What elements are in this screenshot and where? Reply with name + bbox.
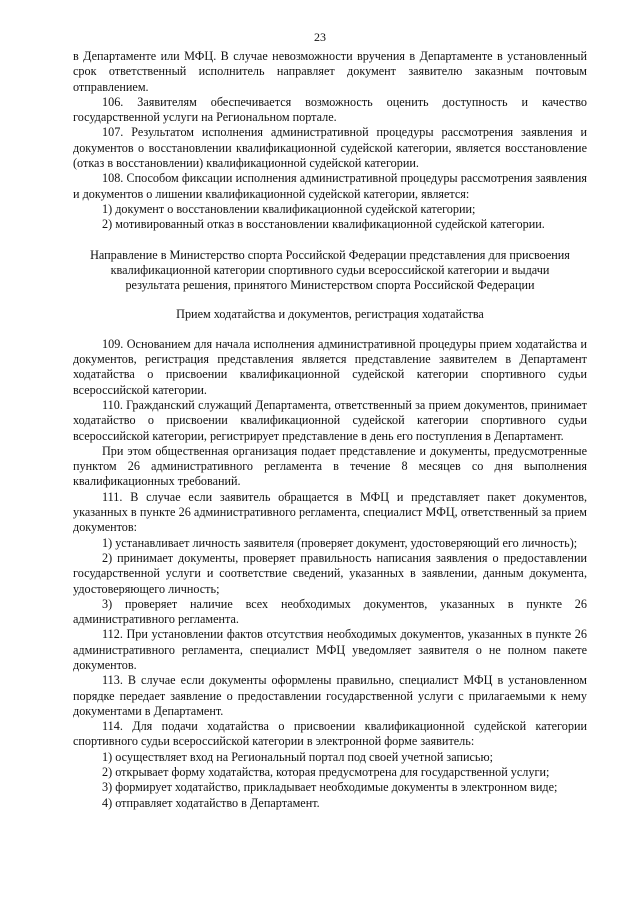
paragraph-110-note: При этом общественная организация подает представление и документы, предусмотренные пунктом 26 административного регламента в течение 8 месяцев со дня выполнения квалификационных требований.	[73, 443, 587, 489]
document-body	[73, 49, 587, 811]
paragraph-111: 111. В случае если заявитель обращается в МФЦ и представляет пакет документов, указанных в пункте 26 административного регламента, специалист МФЦ, ответственный за прием документов:	[73, 489, 587, 535]
paragraph-109: 109. Основанием для начала исполнения административной процедуры прием ходатайства и документов, регистрация представления является представление заявителем в Департамент ходатайства о присвоении квалификационной судейской категории спортивного судьи всероссийской категории.	[73, 336, 587, 397]
section-heading: Направление в Министерство спорта Российской Федерации представления для присвоения квалификационной категории спортивного судьи всероссийской категории и выдачи результата решения, принятого Министерством спорта Российской Федерации	[90, 247, 570, 293]
paragraph-107: 107. Результатом исполнения административной процедуры рассмотрения заявления и документов о восстановлении квалификационной судейской категории, является восстановление (отказ в восстановлении) квалификационной судейской категории.	[73, 125, 587, 171]
paragraph-114-item-2: 2) открывает форму ходатайства, которая предусмотрена для государственной услуги;	[102, 765, 550, 780]
paragraph-113: 113. В случае если документы оформлены правильно, специалист МФЦ в установленном порядке передает заявление о предоставлении государственной услуги с прилагаемыми к нему документами в Департамент.	[73, 673, 587, 718]
paragraph-106: 106. Заявителям обеспечивается возможность оценить доступность и качество государственной услуги на Региональном портале.	[73, 94, 587, 125]
paragraph-114-item-3: 3) формирует ходатайство, прикладывает необходимые документы в электронном виде;	[102, 780, 558, 795]
page-number: 23	[314, 30, 326, 44]
paragraph-114-item-1: 1) осуществляет вход на Региональный портал под своей учетной записью;	[102, 749, 493, 764]
paragraph-112: 112. При установлении фактов отсутствия необходимых документов, указанных в пункте 26 административного регламента, специалист МФЦ уведомляет заявителя о не полном пакете документов.	[73, 627, 587, 672]
paragraph-108: 108. Способом фиксации исполнения административной процедуры рассмотрения заявления и документов о лишении квалификационной судейской категории, является:	[73, 171, 587, 201]
paragraph-108-item-2: 2) мотивированный отказ в восстановлении квалификационной судейской категории.	[102, 217, 545, 232]
paragraph-111-item-1: 1) устанавливает личность заявителя (проверяет документ, удостоверяющий его личность);	[102, 535, 578, 550]
paragraph-108-item-1: 1) документ о восстановлении квалификационной судейской категории;	[102, 201, 476, 216]
paragraph-continuation: в Департаменте или МФЦ. В случае невозможности вручения в Департаменте в установленный срок ответственный исполнитель направляет документ заявителю заказным почтовым отправлением.	[73, 49, 587, 94]
paragraph-114: 114. Для подачи ходатайства о присвоении квалификационной судейской категории спортивного судьи всероссийской категории в электронной форме заявитель:	[73, 719, 587, 749]
paragraph-110: 110. Гражданский служащий Департамента, ответственный за прием документов, принимает ходатайство о присвоении квалификационной судейской категории спортивного судьи всероссийской категории, регистрирует представление в день его поступления в Департамент.	[73, 397, 587, 443]
paragraph-114-item-4: 4) отправляет ходатайство в Департамент.	[102, 795, 320, 810]
paragraph-111-item-2: 2) принимает документы, проверяет правильность написания заявления о предоставлении государственной услуги и соответствие сведений, указанных в заявлении, данным документа, удостоверяющего личность;	[73, 550, 587, 596]
paragraph-111-item-3: 3) проверяет наличие всех необходимых документов, указанных в пункте 26 административного регламента.	[73, 596, 587, 627]
section-subheading: Прием ходатайства и документов, регистрация ходатайства	[176, 307, 484, 322]
